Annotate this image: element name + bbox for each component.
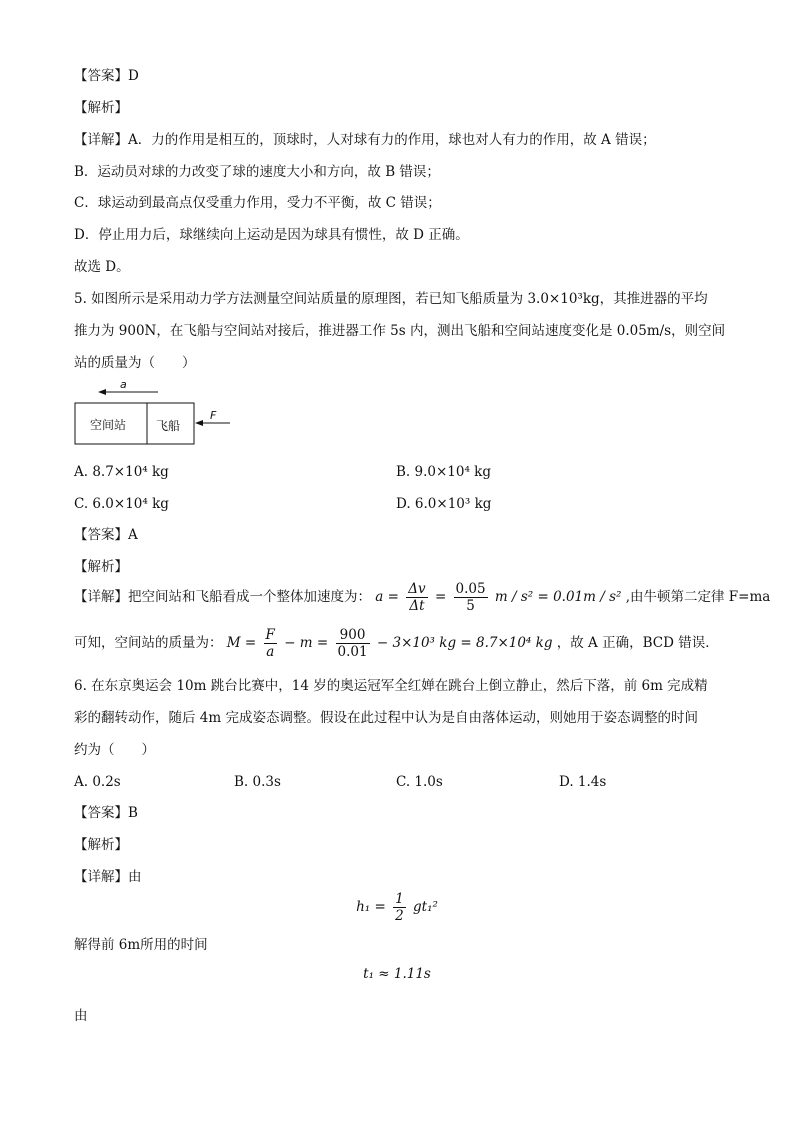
force-arrowhead [195,420,203,426]
q5-option-c: C. 6.0×10⁴ kg [74,496,169,512]
q6-option-a: A. 0.2s [74,774,121,790]
q5-eq2-minus: − m = [284,635,329,651]
spaceship-label: 飞船 [156,419,181,433]
q5-line2-prefix: 可知，空间站的质量为： [74,635,223,651]
q5-eq1-frac1 [406,581,427,614]
q4-detail-d: D．停止用力后，球继续向上运动是因为球具有惯性，故 D 正确。 [74,227,469,243]
q6-text-end: 由 [74,1008,88,1024]
acceleration-label: a [120,378,127,391]
q5-eq2-den2: 0.01 [337,644,368,660]
q5-eq2-M: M = [226,635,257,651]
q5-option-a: A. 8.7×10⁴ kg [74,464,169,480]
q4-analysis: 【解析】 [74,100,128,116]
q6-option-c: C. 1.0s [396,774,443,790]
q6-stem-line2: 彩的翻转动作，随后 4m 完成姿态调整。假设在此过程中认为是自由落体运动，则她用于姿态调整的时间 [74,710,698,726]
q5-eq2-num2: 900 [336,627,370,644]
q5-eq2-num1: F [265,627,275,643]
q5-stem-line1: 5. 如图所示是采用动力学方法测量空间站质量的原理图，若已知飞船质量为 3.0×10³kg，其推进器的平均 [74,291,708,307]
q5-detail-mid: ,由牛顿第二定律 F=ma [625,589,771,605]
q5-stem-line3: 站的质量为（ ） [74,355,196,371]
q4-detail-a: 【详解】A．力的作用是相互的，顶球时，人对球有力的作用，球也对人有力的作用，故 A 错误； [74,132,656,148]
q6-eq1-lhs: h₁ = [356,899,386,915]
acceleration-arrowhead [98,389,106,395]
q6-detail: 【详解】由 [74,869,142,885]
q6-eq1-frac [393,891,406,924]
q6-analysis: 【解析】 [74,837,128,853]
q5-eq2-frac1 [264,627,277,660]
q5-eq1-a: a = [375,589,399,605]
q6-option-d: D. 1.4s [559,774,607,790]
q5-eq2-den1: a [266,644,275,660]
q4-answer: 【答案】D [74,68,139,84]
q5-stem-line2: 推力为 900N，在飞船与空间站对接后，推进器工作 5s 内，测出飞船和空间站速度变化是 0.05m/s，则空间 [74,323,726,339]
q6-eq1-rhs: gt₁² [413,899,438,915]
q5-detail-line2 [74,626,719,660]
q5-option-b: B. 9.0×10⁴ kg [396,464,491,480]
q5-eq2-frac2 [336,627,370,660]
q5-analysis: 【解析】 [74,559,128,575]
q6-equation2: t₁ ≈ 1.11s [363,966,431,982]
q6-equation1 [0,890,794,924]
q5-figure [70,376,240,448]
q6-text-mid: 解得前 6m所用的时间 [74,937,208,953]
q5-eq1-den1: Δt [409,598,425,614]
q6-eq1-num: 1 [395,891,404,907]
q5-answer: 【答案】A [74,527,138,543]
space-station-label: 空间站 [90,418,127,432]
q6-answer: 【答案】B [74,805,138,821]
q5-line2-suffix: ，故 A 正确，BCD 错误． [556,635,719,651]
q5-option-d: D. 6.0×10³ kg [396,496,492,512]
q5-detail-prefix: 【详解】把空间站和飞船看成一个整体加速度为： [74,589,371,605]
q5-detail-line1 [74,580,770,614]
q5-eq1-num2: 0.05 [455,581,486,597]
q6-stem-line1: 6. 在东京奥运会 10m 跳台比赛中，14 岁的奥运冠军全红婵在跳台上倒立静止，然后下落，前 6m 完成精 [74,678,708,694]
q6-stem-line3: 约为（ ） [74,742,155,758]
q4-conclusion: 故选 D。 [74,259,130,275]
q4-detail-b: B．运动员对球的力改变了球的速度大小和方向，故 B 错误； [74,164,440,180]
q5-eq1-den2: 5 [466,598,475,614]
q5-eq1-rest: m / s² = 0.01m / s² [494,589,622,605]
q4-detail-c: C．球运动到最高点仅受重力作用，受力不平衡，故 C 错误； [74,195,441,211]
q5-eq1-num1: Δv [408,581,426,597]
q5-eq1-eq: = [434,589,447,605]
q6-eq1-den: 2 [395,908,404,924]
force-label: F [210,409,217,422]
q5-eq1-frac2 [454,581,488,614]
q6-option-b: B. 0.3s [234,774,281,790]
q5-eq2-rest: − 3×10³ kg = 8.7×10⁴ kg [376,635,553,651]
